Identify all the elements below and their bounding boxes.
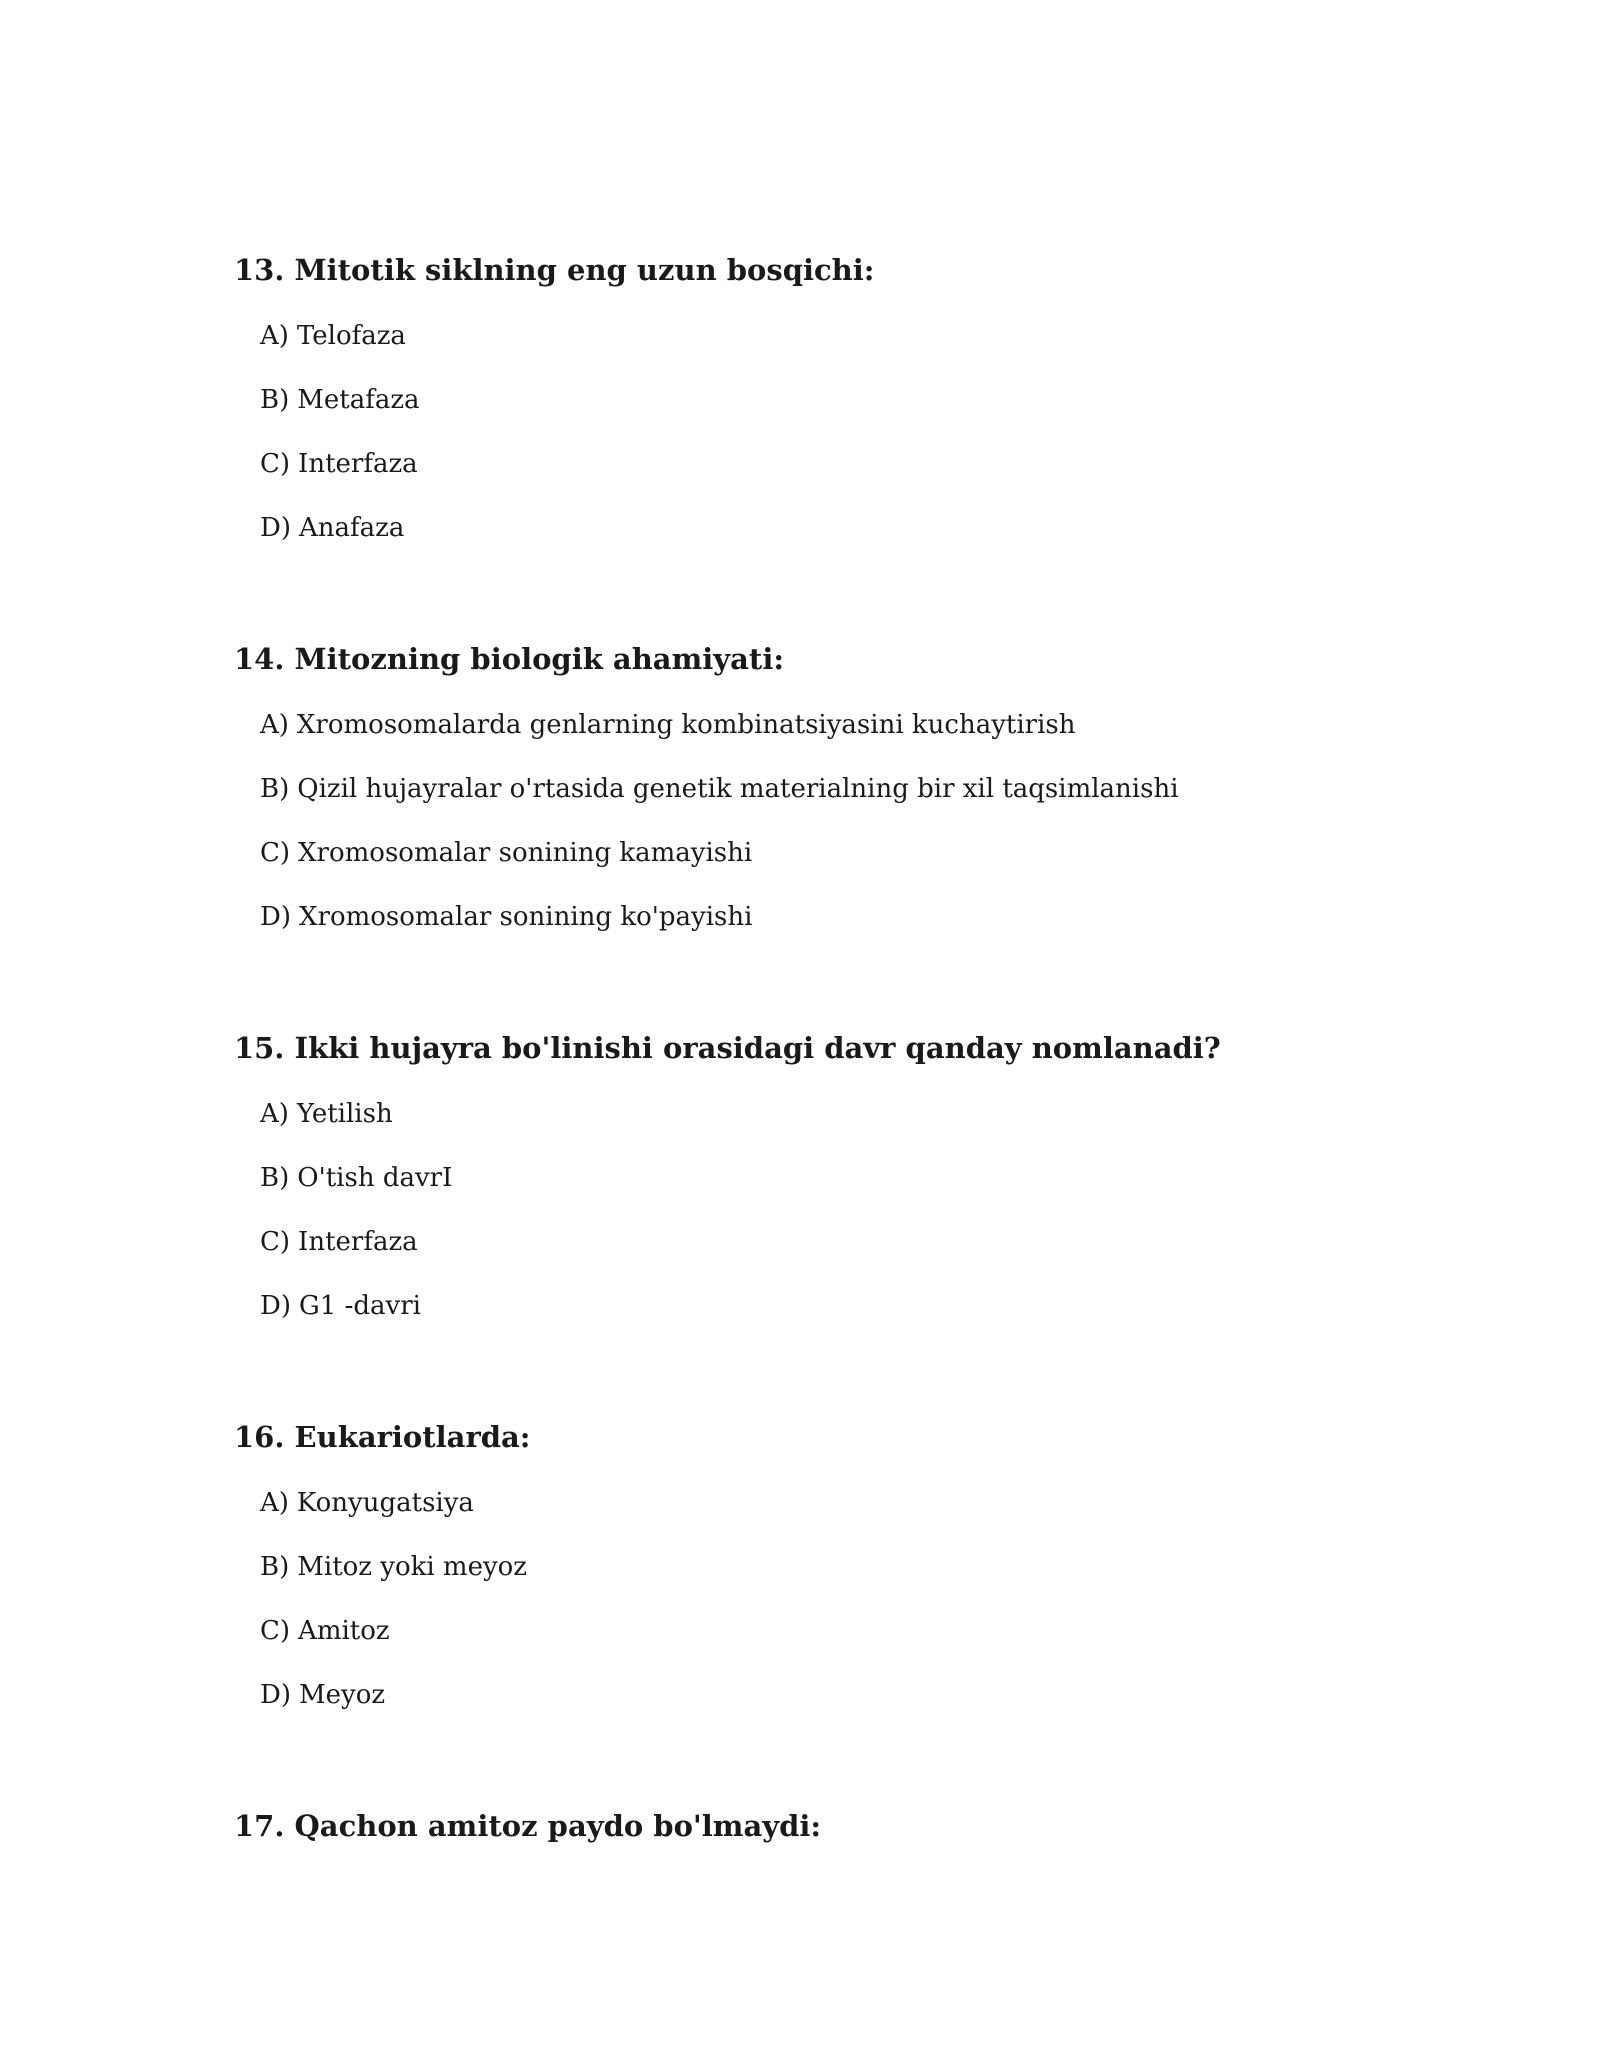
option-letter: B) bbox=[260, 774, 290, 804]
question-title: 13. Mitotik siklning eng uzun bosqichi: bbox=[234, 253, 875, 287]
option-text: Interfaza bbox=[298, 1227, 418, 1257]
option-c[interactable] bbox=[260, 1613, 1434, 1649]
option-letter: D) bbox=[260, 902, 291, 932]
option-text: Metafaza bbox=[297, 385, 420, 415]
option-text: Interfaza bbox=[298, 449, 418, 479]
option-c[interactable] bbox=[260, 1224, 1434, 1260]
question-17 bbox=[234, 1806, 1434, 1846]
option-letter: A) bbox=[260, 1099, 289, 1129]
option-letter: D) bbox=[260, 1291, 291, 1321]
option-a[interactable] bbox=[260, 1096, 1434, 1132]
option-b[interactable] bbox=[260, 1549, 1434, 1585]
answer-options bbox=[234, 707, 1434, 935]
option-letter: C) bbox=[260, 838, 291, 868]
option-text: Mitoz yoki meyoz bbox=[297, 1552, 528, 1582]
option-letter: C) bbox=[260, 1616, 291, 1646]
option-c[interactable] bbox=[260, 835, 1434, 871]
option-letter: A) bbox=[260, 1488, 289, 1518]
option-b[interactable] bbox=[260, 1160, 1434, 1196]
option-letter: B) bbox=[260, 385, 290, 415]
option-b[interactable] bbox=[260, 771, 1434, 807]
option-letter: D) bbox=[260, 1680, 291, 1710]
option-text: G1 -davri bbox=[299, 1291, 421, 1321]
option-d[interactable] bbox=[260, 1677, 1434, 1713]
option-text: Xromosomalarda genlarning kombinatsiyasini kuchaytirish bbox=[296, 710, 1076, 740]
question-13 bbox=[234, 250, 1434, 546]
question-14 bbox=[234, 639, 1434, 935]
option-a[interactable] bbox=[260, 318, 1434, 354]
option-letter: B) bbox=[260, 1552, 290, 1582]
question-title: 14. Mitozning biologik ahamiyati: bbox=[234, 642, 785, 676]
option-text: Xromosomalar sonining ko'payishi bbox=[299, 902, 753, 932]
answer-options bbox=[234, 1096, 1434, 1324]
answer-options bbox=[234, 318, 1434, 546]
option-text: Qizil hujayralar o'rtasida genetik materialning bir xil taqsimlanishi bbox=[297, 774, 1179, 804]
question-title: 16. Eukariotlarda: bbox=[234, 1420, 531, 1454]
question-15 bbox=[234, 1028, 1434, 1324]
option-letter: C) bbox=[260, 449, 291, 479]
option-d[interactable] bbox=[260, 510, 1434, 546]
option-text: Anafaza bbox=[299, 513, 405, 543]
answer-options bbox=[234, 1485, 1434, 1713]
question-title: 15. Ikki hujayra bo'linishi orasidagi davr qanday nomlanadi? bbox=[234, 1031, 1221, 1065]
question-title: 17. Qachon amitoz paydo bo'lmaydi: bbox=[234, 1809, 822, 1843]
question-16 bbox=[234, 1417, 1434, 1713]
option-text: Yetilish bbox=[296, 1099, 393, 1129]
option-letter: B) bbox=[260, 1163, 290, 1193]
option-letter: C) bbox=[260, 1227, 291, 1257]
option-text: Meyoz bbox=[299, 1680, 386, 1710]
option-letter: D) bbox=[260, 513, 291, 543]
option-a[interactable] bbox=[260, 1485, 1434, 1521]
option-text: Telofaza bbox=[296, 321, 406, 351]
option-letter: A) bbox=[260, 710, 289, 740]
option-text: Amitoz bbox=[298, 1616, 390, 1646]
option-text: Konyugatsiya bbox=[296, 1488, 474, 1518]
option-c[interactable] bbox=[260, 446, 1434, 482]
option-d[interactable] bbox=[260, 899, 1434, 935]
option-a[interactable] bbox=[260, 707, 1434, 743]
option-text: O'tish davrI bbox=[297, 1163, 453, 1193]
option-d[interactable] bbox=[260, 1288, 1434, 1324]
option-b[interactable] bbox=[260, 382, 1434, 418]
option-text: Xromosomalar sonining kamayishi bbox=[298, 838, 753, 868]
option-letter: A) bbox=[260, 321, 289, 351]
